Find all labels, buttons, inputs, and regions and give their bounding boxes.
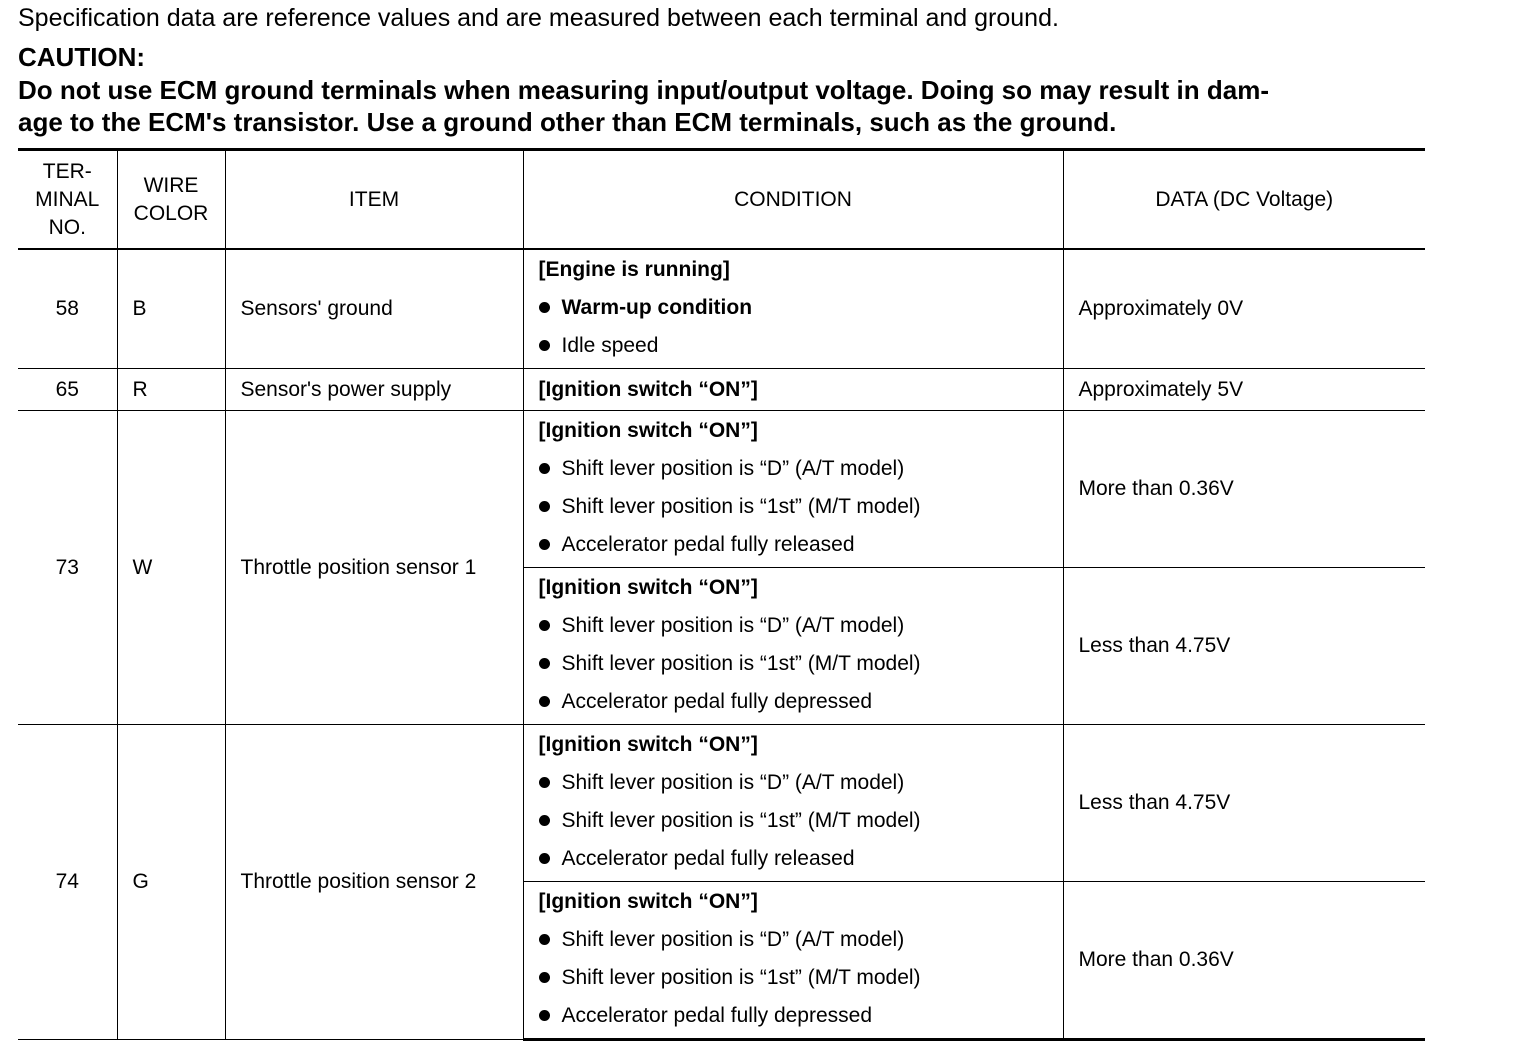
bullet-icon — [539, 1010, 550, 1021]
bullet-icon — [539, 972, 550, 983]
condition-cell — [523, 882, 1063, 1040]
condition-bullet — [539, 606, 1063, 644]
bullet-text: Accelerator pedal fully depressed — [561, 1003, 873, 1027]
bullet-text: Shift lever position is “1st” (M/T model) — [561, 965, 921, 989]
data-value: More than 0.36V — [1063, 882, 1425, 1040]
bullet-icon — [539, 853, 550, 864]
condition-bullet — [539, 801, 1063, 839]
wire-color: R — [117, 369, 225, 411]
table-header-row — [18, 150, 1425, 250]
table-row — [18, 369, 1425, 411]
bullet-icon — [539, 658, 550, 669]
bullet-text: Shift lever position is “D” (A/T model) — [561, 456, 905, 480]
bullet-text: Shift lever position is “1st” (M/T model) — [561, 651, 921, 675]
bullet-icon — [539, 696, 550, 707]
condition-cell — [523, 725, 1063, 882]
bullet-text: Shift lever position is “D” (A/T model) — [561, 927, 905, 951]
condition-bullet — [539, 920, 1063, 958]
bullet-icon — [539, 934, 550, 945]
bullet-text: Accelerator pedal fully depressed — [561, 689, 873, 713]
item-name: Sensor's power supply — [225, 369, 523, 411]
header-terminal-no — [18, 150, 117, 250]
caution-heading: CAUTION: — [18, 42, 146, 72]
bullet-icon — [539, 501, 550, 512]
table-row — [18, 725, 1425, 882]
intro-text: Specification data are reference values and are measured between each terminal and ground. — [18, 4, 1059, 32]
condition-bullet — [539, 449, 1063, 487]
data-value: Less than 4.75V — [1063, 568, 1425, 725]
condition-title: [Ignition switch “ON”] — [538, 419, 758, 442]
header-wire-color — [117, 150, 225, 250]
bullet-icon — [539, 340, 550, 351]
bullet-text: Shift lever position is “1st” (M/T model) — [561, 808, 921, 832]
bullet-icon — [539, 539, 550, 550]
condition-bullet — [539, 288, 1063, 326]
condition-title: [Ignition switch “ON”] — [538, 890, 758, 913]
data-value: Approximately 0V — [1063, 249, 1425, 369]
wire-color: G — [117, 725, 225, 1040]
condition-title: [Ignition switch “ON”] — [538, 576, 758, 599]
bullet-text: Shift lever position is “D” (A/T model) — [561, 770, 905, 794]
table-row — [18, 249, 1425, 369]
caution-line-1: Do not use ECM ground terminals when measuring input/output voltage. Doing so may result in dam- — [18, 75, 1269, 105]
condition-cell — [523, 249, 1063, 369]
table-row — [18, 411, 1425, 568]
bullet-text: Accelerator pedal fully released — [561, 532, 855, 556]
condition-cell — [523, 568, 1063, 725]
condition-bullet — [539, 525, 1063, 563]
condition-bullet — [539, 326, 1063, 364]
condition-bullet — [539, 958, 1063, 996]
bullet-text: Accelerator pedal fully released — [561, 846, 855, 870]
condition-cell — [523, 411, 1063, 568]
caution-line-2: age to the ECM's transistor. Use a ground other than ECM terminals, such as the ground. — [18, 107, 1117, 137]
terminal-number: 58 — [18, 249, 117, 369]
condition-bullet — [539, 487, 1063, 525]
condition-cell — [523, 369, 1063, 411]
item-name: Throttle position sensor 1 — [225, 411, 523, 725]
condition-bullet — [539, 763, 1063, 801]
condition-bullet — [539, 839, 1063, 877]
data-value: Approximately 5V — [1063, 369, 1425, 411]
data-value: Less than 4.75V — [1063, 725, 1425, 882]
terminal-spec-table — [18, 148, 1425, 1041]
terminal-number: 73 — [18, 411, 117, 725]
caution-text — [18, 74, 1428, 138]
wire-color: W — [117, 411, 225, 725]
header-condition: CONDITION — [523, 150, 1063, 250]
bullet-icon — [539, 463, 550, 474]
condition-title: [Ignition switch “ON”] — [538, 377, 758, 401]
header-wire-line-1: WIRE — [143, 173, 199, 197]
bullet-icon — [539, 620, 550, 631]
bullet-text: Shift lever position is “1st” (M/T model) — [561, 494, 921, 518]
condition-title: [Engine is running] — [538, 258, 730, 281]
item-name: Throttle position sensor 2 — [225, 725, 523, 1040]
bullet-text: Warm-up condition — [561, 295, 753, 319]
bullet-text: Idle speed — [561, 333, 659, 357]
bullet-icon — [539, 302, 550, 313]
bullet-text: Shift lever position is “D” (A/T model) — [561, 613, 905, 637]
header-terminal-line-3: NO. — [48, 215, 86, 239]
terminal-number: 74 — [18, 725, 117, 1040]
terminal-number: 65 — [18, 369, 117, 411]
header-data: DATA (DC Voltage) — [1063, 150, 1425, 250]
condition-bullet — [539, 644, 1063, 682]
condition-title: [Ignition switch “ON”] — [538, 733, 758, 756]
header-wire-line-2: COLOR — [133, 201, 209, 225]
condition-bullet — [539, 682, 1063, 720]
data-value: More than 0.36V — [1063, 411, 1425, 568]
header-item: ITEM — [225, 150, 523, 250]
header-terminal-line-1: TER- — [42, 159, 92, 183]
header-terminal-line-2: MINAL — [35, 187, 100, 211]
condition-bullet — [539, 996, 1063, 1034]
item-name: Sensors' ground — [225, 249, 523, 369]
bullet-icon — [539, 777, 550, 788]
bullet-icon — [539, 815, 550, 826]
wire-color: B — [117, 249, 225, 369]
